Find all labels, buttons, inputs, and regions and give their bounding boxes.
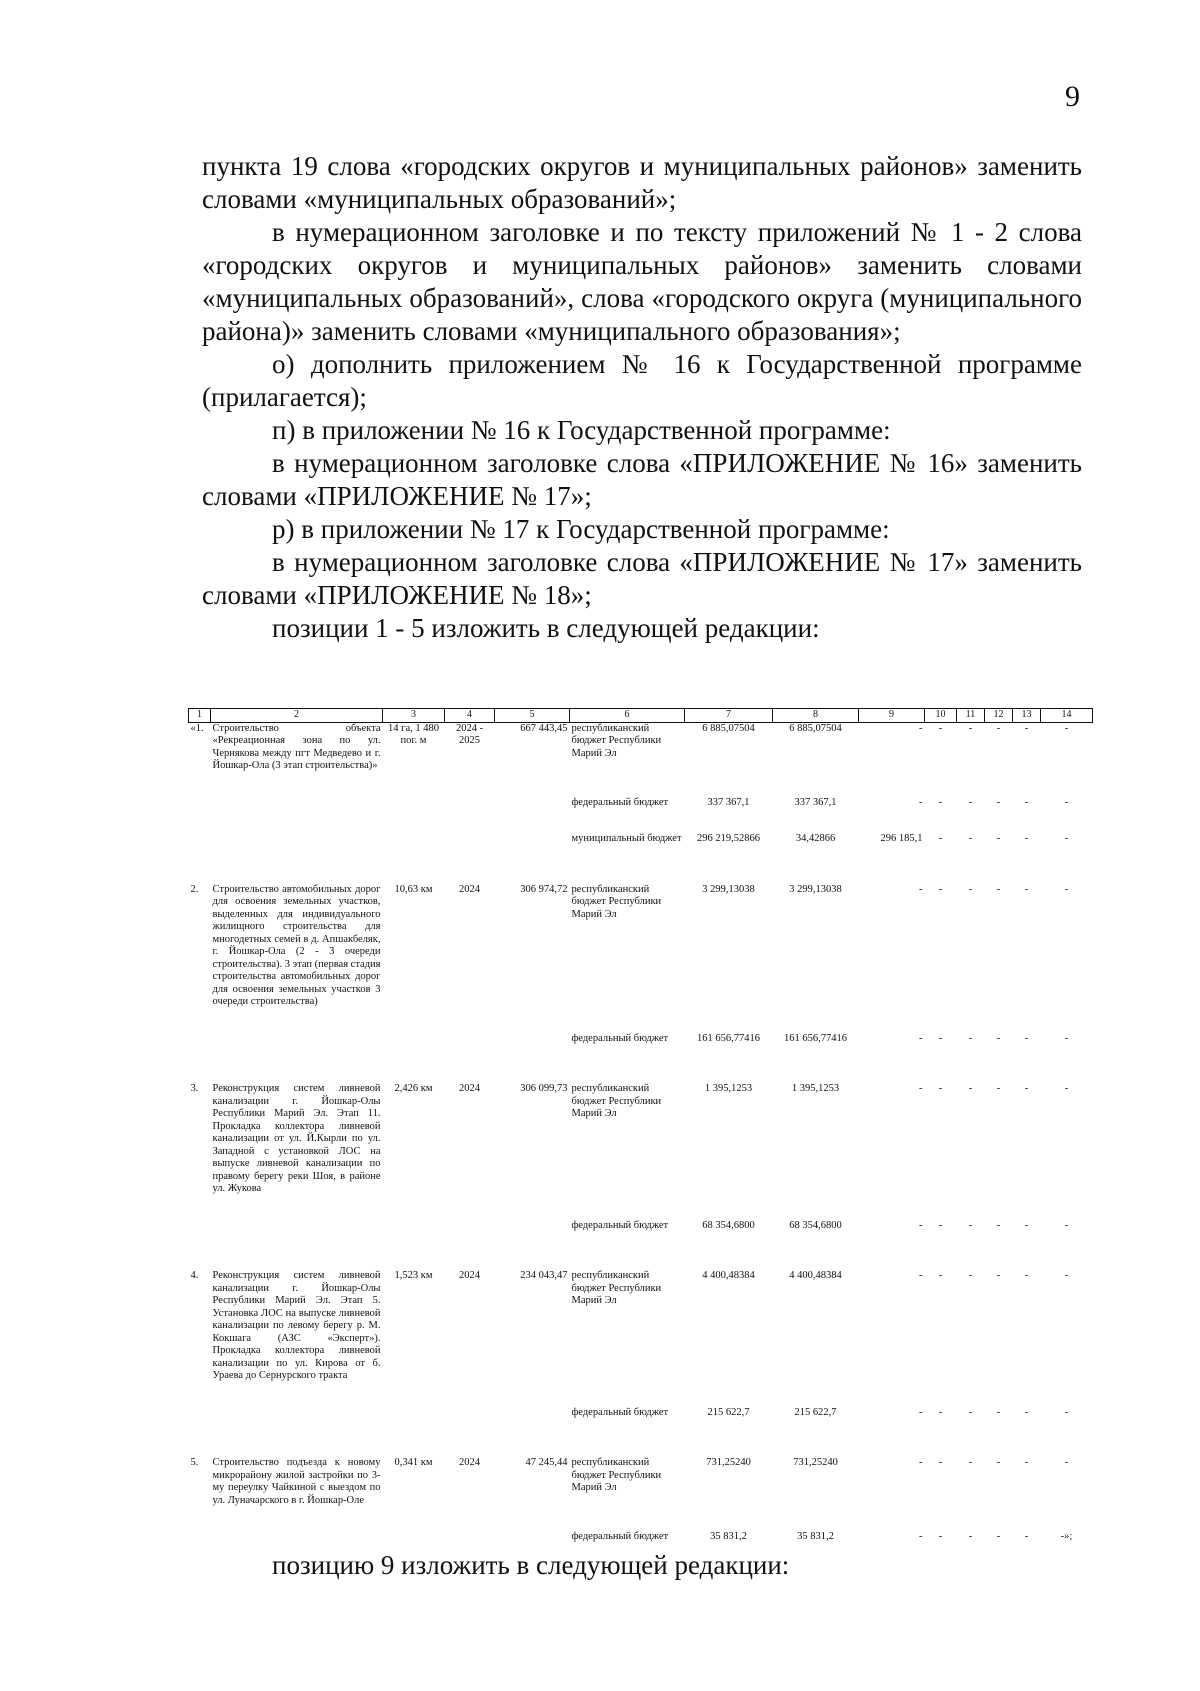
table-cell-dash: - (938, 833, 943, 844)
table-cell-c3 (383, 1033, 445, 1046)
table-cell-c3 (383, 1220, 445, 1233)
table-cell-dash: - (1024, 833, 1029, 844)
table-row (189, 1531, 1093, 1544)
table-cell-c2 (211, 1033, 383, 1046)
table-cell-c3: 2,426 км (394, 1083, 433, 1094)
table-cell-dash: - (1064, 833, 1069, 844)
table-cell-c8: 731,25240 (793, 1457, 838, 1468)
table-row (189, 1083, 1093, 1196)
table-cell-dash: - (938, 1457, 943, 1468)
row-spacer-cell (189, 1383, 1093, 1407)
table-cell-c7: 6 885,07504 (702, 722, 755, 734)
table-cell-c1 (189, 1407, 211, 1420)
table-cell-c8: 68 354,6800 (789, 1219, 842, 1231)
table-cell-c3 (383, 797, 445, 810)
table-header-row (189, 709, 1093, 723)
table-cell-c5 (495, 1033, 570, 1046)
table-cell-c9: - (919, 1406, 923, 1418)
table-cell-dash: - (996, 796, 1001, 808)
row-spacer (189, 1383, 1093, 1407)
column-header: 3 (383, 709, 445, 723)
row-spacer (189, 1009, 1093, 1033)
table-cell-c5 (495, 833, 570, 846)
table-cell-c7: 296 219,52866 (697, 833, 760, 844)
table-cell-dash: - (996, 1032, 1001, 1044)
table-cell-dash: - (996, 722, 1001, 734)
table-cell-c6: республиканский бюджет Республики Марий Эл (571, 1083, 662, 1119)
table-cell-dash: - (938, 1083, 943, 1094)
table-cell-dash: - (938, 1406, 943, 1418)
table-cell-c4: 2024 (459, 1457, 480, 1468)
row-spacer (189, 1196, 1093, 1220)
table-cell-dash: - (1064, 1457, 1069, 1468)
table-row (189, 1033, 1093, 1046)
table-cell-c3: 14 га, 1 480 пог. м (388, 722, 439, 746)
row-spacer-cell (189, 1009, 1093, 1033)
table-cell-dash: - (996, 1531, 1001, 1542)
table-cell-dash: - (938, 1032, 943, 1044)
table-cell-c8: 34,42866 (795, 833, 836, 844)
table-row (189, 833, 1093, 846)
row-spacer (189, 773, 1093, 797)
row-spacer-cell (189, 1045, 1093, 1083)
table-cell-c1: 5. (190, 1457, 199, 1468)
table-row (189, 1457, 1093, 1507)
table-cell-dash: - (968, 1083, 973, 1094)
table-cell-c8: 4 400,48384 (789, 1270, 842, 1281)
table-row (189, 722, 1093, 773)
row-spacer-cell (189, 809, 1093, 833)
table-cell-dash: - (968, 1457, 973, 1468)
table-cell-c3: 10,63 км (394, 883, 433, 895)
table-cell-c9: - (919, 1032, 923, 1044)
table-row (189, 1407, 1093, 1420)
table-cell-c6: федеральный бюджет (571, 796, 669, 808)
column-header: 4 (445, 709, 495, 723)
table-cell-c8: 337 367,1 (794, 796, 837, 808)
table-cell-c5: 47 245,44 (525, 1457, 568, 1468)
table-cell-c9: - (919, 1083, 923, 1094)
row-spacer-cell (189, 1507, 1093, 1531)
table-cell-c6: республиканский бюджет Республики Марий Эл (571, 883, 662, 920)
table-cell-c7: 161 656,77416 (697, 1032, 760, 1044)
table-cell-c9: - (919, 883, 923, 895)
paragraph-5: в нумерационном заголовке слова «ПРИЛОЖЕНИЕ № 16» заменить словами «ПРИЛОЖЕНИЕ № 17»; (202, 448, 1082, 511)
table-cell-c5 (495, 1407, 570, 1420)
table-cell-c3: 1,523 км (394, 1270, 433, 1281)
column-header: 1 (189, 709, 211, 723)
table-cell-dash: - (938, 883, 943, 895)
table-cell-dash: - (1064, 883, 1069, 895)
table-cell-c8: 215 622,7 (794, 1406, 837, 1418)
paragraph-4: п) в приложении № 16 к Государственной программе: (272, 415, 891, 445)
table-cell-c4 (445, 1531, 495, 1544)
column-header: 12 (985, 709, 1013, 723)
table-cell-c5 (495, 1531, 570, 1544)
table-cell-c8: 161 656,77416 (784, 1032, 847, 1044)
paragraph-8: позиции 1 - 5 изложить в следующей редакции: (272, 613, 820, 643)
table-cell-c7: 4 400,48384 (702, 1270, 755, 1281)
table-cell-c6: республиканский бюджет Республики Марий Эл (571, 722, 662, 759)
table-cell-c7: 215 622,7 (707, 1406, 750, 1418)
column-header: 2 (211, 709, 383, 723)
table-cell-c2: Реконструкция систем ливневой канализации г. Йошкар-Олы Республики Марий Эл. Этап 11. Прокладка коллектора ливневой канализации от ул. Й.Кырли по ул. Западной с установкой ЛОС на выпуске ливневой канализации по правому берегу реки Шоя, в районе ул. Жукова (212, 1083, 381, 1194)
row-spacer-cell (189, 1419, 1093, 1457)
table-cell-dash: - (938, 722, 943, 734)
table-cell-c1 (189, 1220, 211, 1233)
table-cell-c8: 1 395,1253 (791, 1083, 840, 1094)
row-spacer (189, 1045, 1093, 1083)
table-cell-c1 (189, 1033, 211, 1046)
table-cell-dash: - (968, 1219, 973, 1231)
table-cell-dash: - (968, 1032, 973, 1044)
table-cell-c8: 35 831,2 (797, 1531, 834, 1542)
table-cell-dash: - (1024, 1219, 1029, 1231)
table-cell-dash: - (938, 796, 943, 808)
table-cell-c2 (211, 1407, 383, 1420)
table-cell-c3: 0,341 км (394, 1457, 433, 1468)
table-cell-c3 (383, 1531, 445, 1544)
row-spacer (189, 1419, 1093, 1457)
column-header: 11 (957, 709, 985, 723)
table-cell-c4 (445, 797, 495, 810)
table-cell-c5: 234 043,47 (520, 1270, 568, 1281)
row-spacer-cell (189, 846, 1093, 884)
table-cell-c5 (495, 797, 570, 810)
table-cell-c1: «1. (190, 722, 204, 734)
paragraph-7: в нумерационном заголовке слова «ПРИЛОЖЕНИЕ № 17» заменить словами «ПРИЛОЖЕНИЕ № 18»; (202, 547, 1082, 610)
table-cell-dash: - (1024, 796, 1029, 808)
row-spacer (189, 1232, 1093, 1270)
table-cell-dash: - (1064, 1219, 1069, 1231)
table-cell-c1: 3. (190, 1083, 199, 1094)
table-cell-c6: федеральный бюджет (571, 1032, 669, 1044)
table-cell-dash: - (968, 1406, 973, 1418)
row-spacer (189, 846, 1093, 884)
table-cell-dash: - (996, 1457, 1001, 1468)
table-cell-dash: - (1024, 1406, 1029, 1418)
table-cell-c2: Строительство автомобильных дорог для освоения земельных участков, выделенных для индивидуального жилищного строительства для многодетных семей в д. Апшакбеляк, г. Йошкар-Ола (2 - 3 очереди строительства). 3 этап (первая стадия строительства автомобильных дорог для освоения земельных участков 3 очереди строительства) (212, 883, 381, 1007)
table-cell-dash: - (1064, 1083, 1069, 1094)
table-cell-dash: - (938, 1270, 943, 1281)
table-cell-c2 (211, 797, 383, 810)
table-cell-c1 (189, 833, 211, 846)
table-cell-c4: 2024 (459, 883, 480, 895)
table-cell-c6: федеральный бюджет (571, 1406, 669, 1418)
table-cell-c7: 1 395,1253 (704, 1083, 753, 1094)
table-cell-dash: - (996, 833, 1001, 844)
row-spacer-cell (189, 1232, 1093, 1270)
table-cell-c8: 3 299,13038 (789, 883, 842, 895)
table-cell-c1: 2. (190, 883, 199, 895)
table-body (189, 722, 1093, 1544)
table-cell-c4 (445, 833, 495, 846)
table-cell-dash: - (938, 1219, 943, 1231)
paragraph-2: в нумерационном заголовке и по тексту приложений № 1 - 2 слова «городских округов и муниципальных районов» заменить словами «муниципальных образований», слова «городского округа (муниципального района)» заменить словами «муниципального образования»; (202, 217, 1082, 346)
table-cell-c2 (211, 1531, 383, 1544)
table-cell-c4 (445, 1033, 495, 1046)
table-cell-dash: -»; (1060, 1531, 1073, 1542)
table-row (189, 884, 1093, 1009)
table-cell-c2 (211, 1220, 383, 1233)
table-cell-c9: - (919, 722, 923, 734)
table-cell-c7: 68 354,6800 (702, 1219, 755, 1231)
table-cell-c2 (211, 833, 383, 846)
table-cell-c2: Строительство подъезда к новому микрорайону жилой застройки по 3-му переулку Чайкиной с выездом по ул. Луначарского в г. Йошкар-Оле (212, 1457, 381, 1506)
table-cell-c6: республиканский бюджет Республики Марий Эл (571, 1457, 662, 1493)
table-cell-c4 (445, 1407, 495, 1420)
table-cell-c7: 731,25240 (706, 1457, 751, 1468)
column-header: 14 (1041, 709, 1093, 723)
table-cell-c5 (495, 1220, 570, 1233)
table-cell-dash: - (1024, 883, 1029, 895)
table-cell-dash: - (996, 883, 1001, 895)
table-cell-dash: - (1064, 1270, 1069, 1281)
row-spacer (189, 809, 1093, 833)
table-cell-c2: Реконструкция систем ливневой канализации г. Йошкар-Олы Республики Марий Эл. Этап 5. Установка ЛОС на выпуске ливневой канализации по левому берегу р. М. Кокшага (АЗС «Эксперт»). Прокладка коллектора ливневой канализации по ул. Кирова от б. Ураева до Сернурского тракта (212, 1270, 381, 1381)
column-header: 13 (1013, 709, 1041, 723)
table-cell-dash: - (996, 1270, 1001, 1281)
positions-table (188, 708, 1092, 1544)
paragraph-1: пункта 19 слова «городских округов и муниципальных районов» заменить словами «муниципальных образований»; (202, 151, 1082, 214)
table-cell-dash: - (938, 1531, 943, 1542)
table-cell-c7: 337 367,1 (707, 796, 750, 808)
row-spacer-cell (189, 773, 1093, 797)
row-spacer (189, 1507, 1093, 1531)
table-cell-c6: муниципальный бюджет (571, 833, 682, 844)
page-number: 9 (1065, 80, 1080, 113)
table-cell-c1 (189, 1531, 211, 1544)
column-header: 7 (685, 709, 773, 723)
body-text (202, 150, 1082, 645)
table-cell-dash: - (968, 796, 973, 808)
table-cell-c9: - (919, 796, 923, 808)
paragraph-3: о) дополнить приложением № 16 к Государственной программе (прилагается); (202, 349, 1082, 412)
table-cell-c3 (383, 833, 445, 846)
table-cell-dash: - (1024, 722, 1029, 734)
table-cell-c9: - (919, 1531, 923, 1542)
table-cell-dash: - (968, 833, 973, 844)
table-cell-dash: - (1024, 1083, 1029, 1094)
table-cell-c6: федеральный бюджет (571, 1219, 669, 1231)
table-cell-dash: - (1024, 1270, 1029, 1281)
table-cell-dash: - (1024, 1531, 1029, 1542)
table-cell-c1 (189, 797, 211, 810)
column-header: 9 (859, 709, 925, 723)
table-cell-c2: Строительство объекта «Рекреационная зона по ул. Чернякова между пгт Медведево и г. Йошкар-Ола (3 этап строительства)» (212, 722, 381, 771)
table-cell-c5: 306 099,73 (520, 1083, 568, 1094)
table-cell-dash: - (1064, 722, 1069, 734)
table-cell-c7: 35 831,2 (710, 1531, 747, 1542)
table-cell-dash: - (968, 1531, 973, 1542)
row-spacer-cell (189, 1196, 1093, 1220)
table-cell-c8: 6 885,07504 (789, 722, 842, 734)
table-cell-c3 (383, 1407, 445, 1420)
table-row (189, 1220, 1093, 1233)
table-cell-dash: - (1064, 796, 1069, 808)
table-cell-dash: - (1064, 1032, 1069, 1044)
column-header: 6 (570, 709, 685, 723)
table-cell-dash: - (968, 722, 973, 734)
table-cell-dash: - (996, 1083, 1001, 1094)
table-row (189, 797, 1093, 810)
table-cell-c9: - (919, 1270, 923, 1281)
table-cell-dash: - (1024, 1457, 1029, 1468)
table-cell-c7: 3 299,13038 (702, 883, 755, 895)
column-header: 8 (773, 709, 859, 723)
table-cell-c9: - (919, 1219, 923, 1231)
table-cell-c4 (445, 1220, 495, 1233)
table-cell-dash: - (968, 1270, 973, 1281)
column-header: 5 (495, 709, 570, 723)
table-cell-c1: 4. (190, 1270, 199, 1281)
table-cell-dash: - (996, 1219, 1001, 1231)
table-cell-dash: - (1024, 1032, 1029, 1044)
table-cell-c4: 2024 (459, 1083, 480, 1094)
table-row (189, 1270, 1093, 1383)
table-cell-c5: 306 974,72 (520, 883, 568, 895)
table-cell-c4: 2024 (459, 1270, 480, 1281)
column-header: 10 (925, 709, 957, 723)
table-cell-dash: - (968, 883, 973, 895)
table-cell-c6: федеральный бюджет (571, 1531, 669, 1542)
closing-paragraph: позицию 9 изложить в следующей редакции: (272, 1550, 790, 1580)
table-cell-dash: - (1064, 1406, 1069, 1418)
table-cell-c5: 667 443,45 (520, 722, 568, 734)
table-cell-c9: - (919, 1457, 923, 1468)
table-cell-dash: - (996, 1406, 1001, 1418)
table-cell-c9: 296 185,1 (880, 833, 923, 844)
table-cell-c6: республиканский бюджет Республики Марий Эл (571, 1270, 662, 1306)
table-cell-c4: 2024 - 2025 (455, 722, 484, 746)
paragraph-6: р) в приложении № 17 к Государственной программе: (272, 514, 890, 544)
